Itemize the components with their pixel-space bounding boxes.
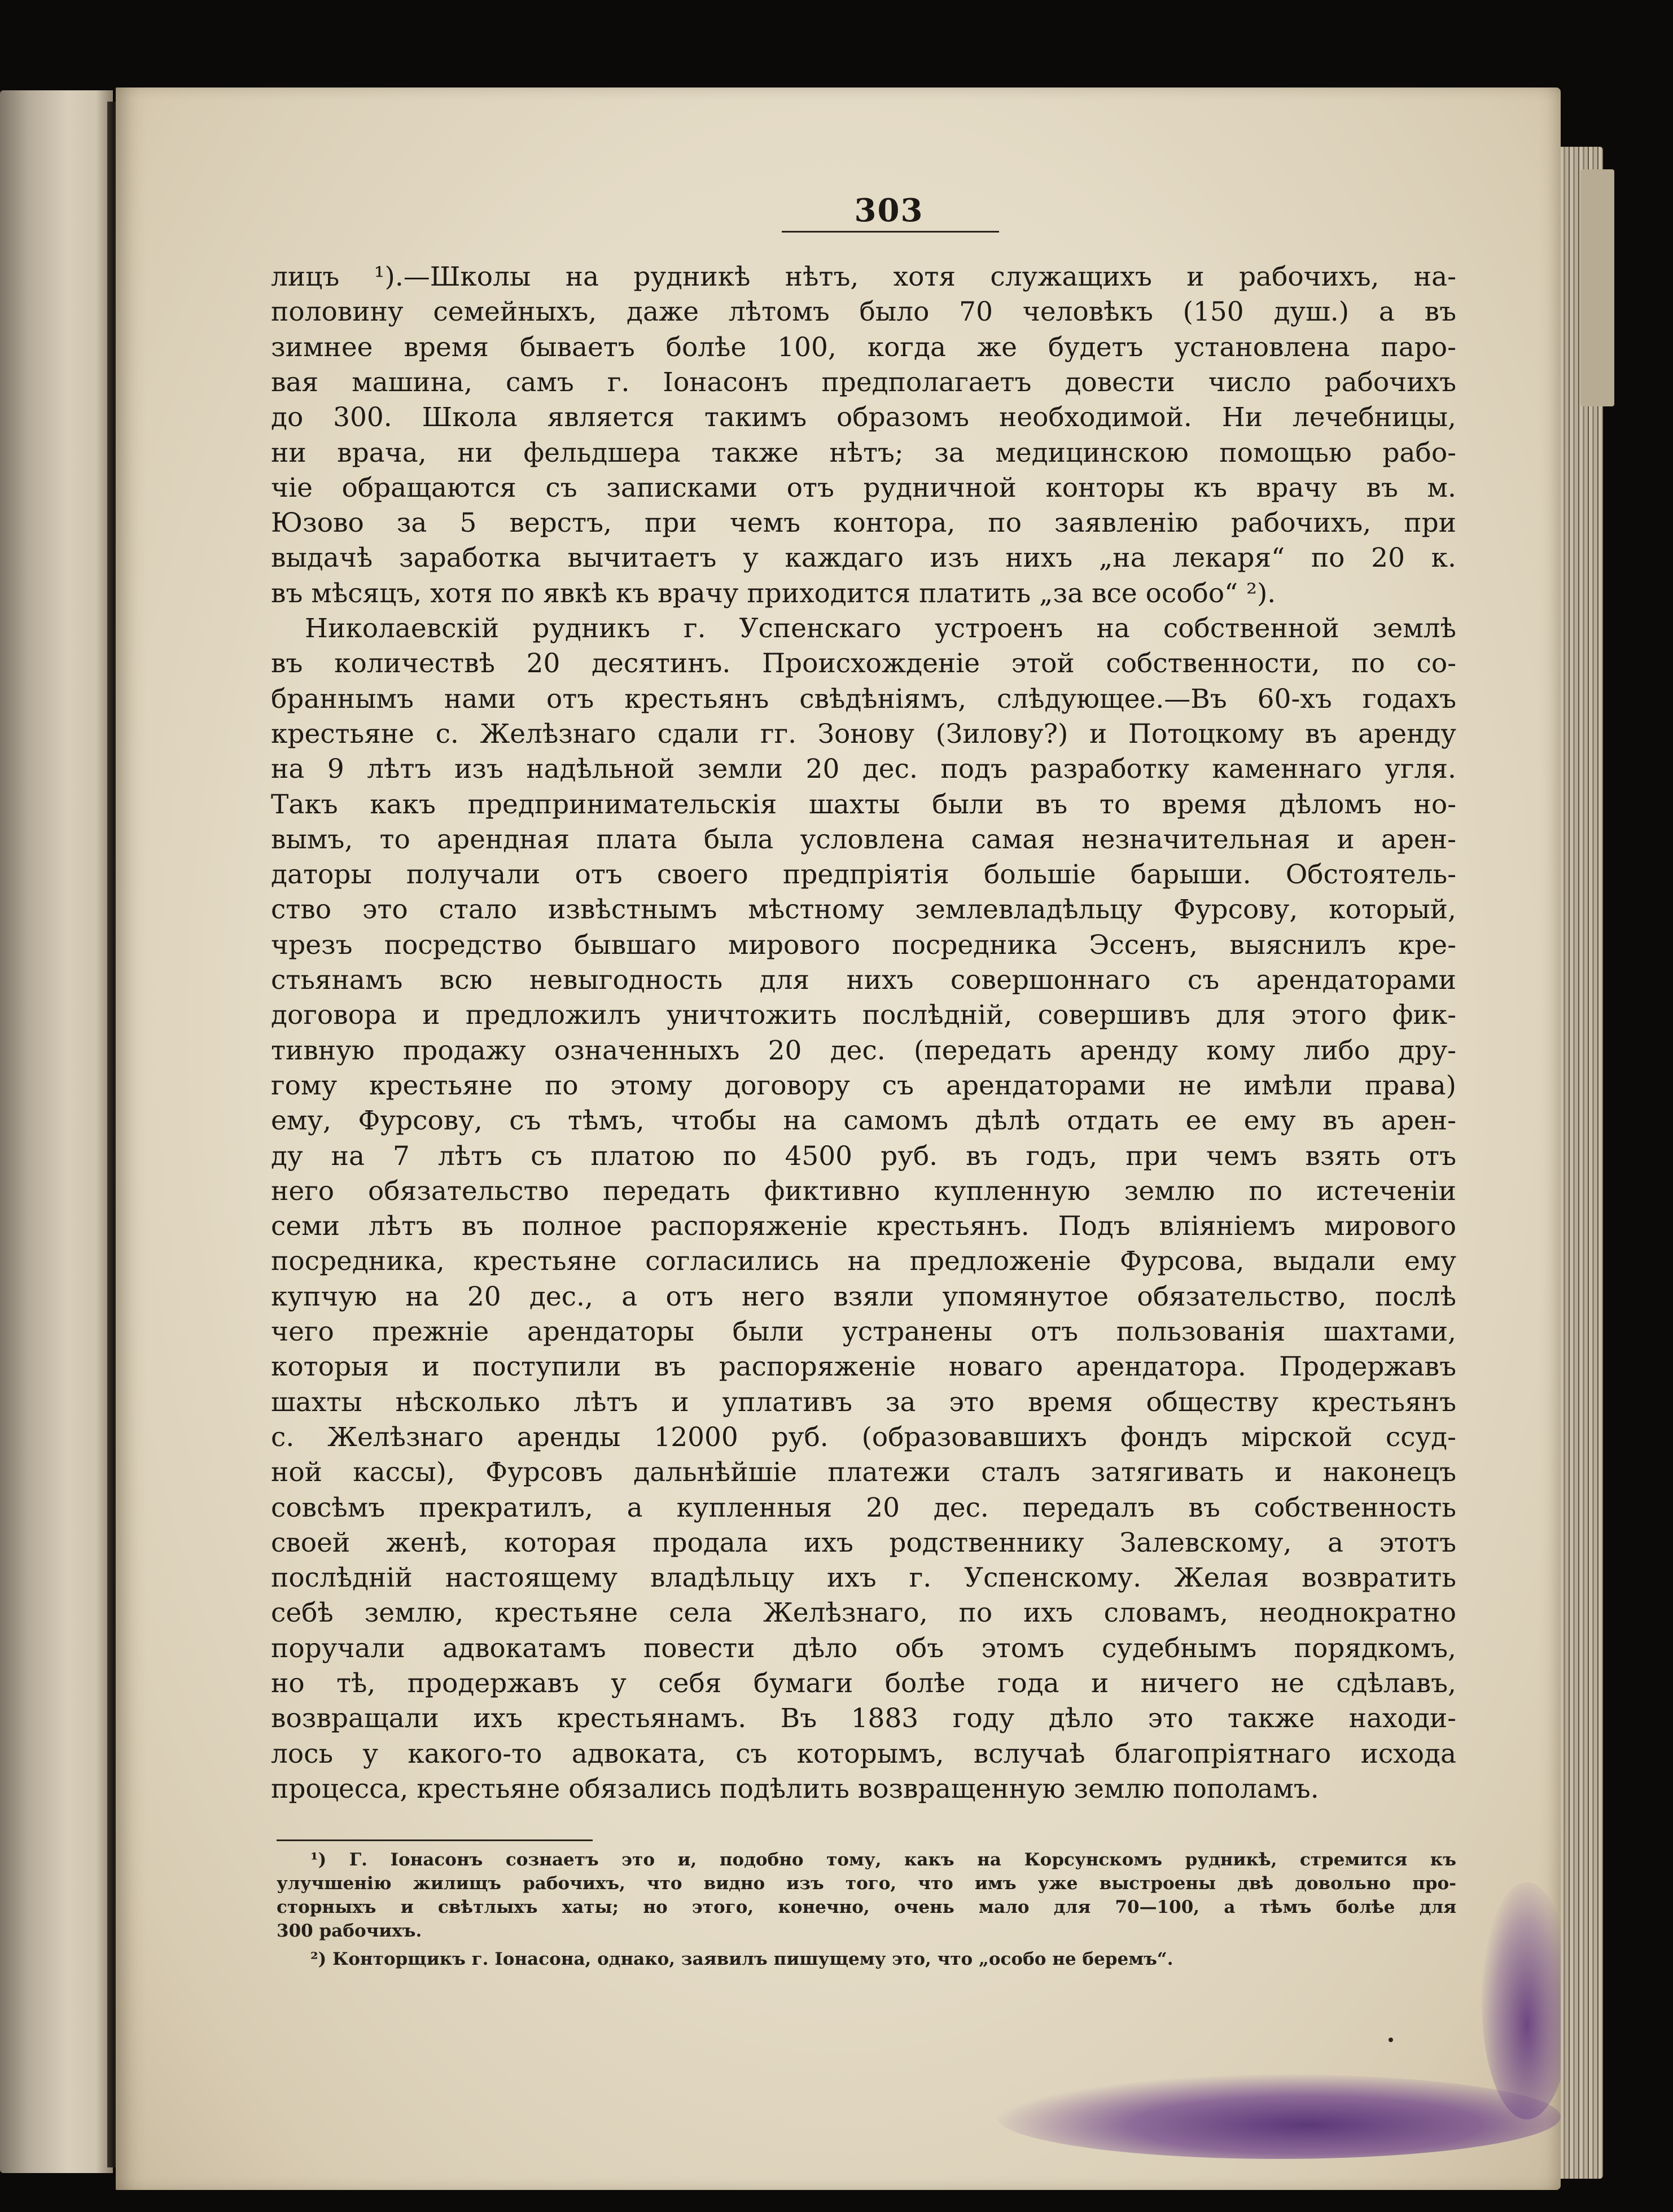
- text-line: лицъ ¹).—Школы на рудникѣ нѣтъ, хотя служащихъ и рабочихъ, на-: [271, 261, 1456, 292]
- text-line: на 9 лѣтъ изъ надѣльной земли 20 дес. подъ разработку каменнаго угля.: [271, 754, 1456, 785]
- text-line: даторы получали отъ своего предпріятія большіе барыши. Обстоятель-: [271, 859, 1456, 891]
- text-line: зимнее время бываетъ болѣе 100, когда же будетъ установлена паро-: [271, 331, 1456, 363]
- text-line: купчую на 20 дес., а отъ него взяли упомянутое обязательство, послѣ: [271, 1281, 1456, 1312]
- footnote-line: ¹) Г. Іонасонъ сознаетъ это и, подобно тому, какъ на Корсунскомъ рудникѣ, стремится къ: [310, 1850, 1456, 1870]
- text-line: стьянамъ всю невыгодность для нихъ совершоннаго съ арендаторами: [271, 965, 1456, 996]
- previous-page-edge: [0, 90, 113, 2173]
- ink-dot: [1389, 2038, 1393, 2042]
- text-line: договора и предложилъ уничтожить послѣдній, совершивъ для этого фик-: [271, 1000, 1456, 1031]
- paper-tab: [1580, 169, 1614, 406]
- text-line: послѣдній настоящему владѣльцу ихъ г. Успенскому. Желая возвратить: [271, 1562, 1456, 1594]
- footnote-line: ²) Конторщикъ г. Іонасона, однако, заявилъ пишущему это, что „особо не беремъ“.: [310, 1949, 1173, 1969]
- text-line: но тѣ, продержавъ у себя бумаги болѣе года и ничего не сдѣлавъ,: [271, 1668, 1456, 1699]
- text-line: возвращали ихъ крестьянамъ. Въ 1883 году дѣло это также находи-: [271, 1703, 1456, 1734]
- text-line: шахты нѣсколько лѣтъ и уплативъ за это время обществу крестьянъ: [271, 1386, 1456, 1418]
- text-line: ной кассы), Фурсовъ дальнѣйшіе платежи сталъ затягивать и наконецъ: [271, 1457, 1456, 1488]
- text-line: своей женѣ, которая продала ихъ родственнику Залевскому, а этотъ: [271, 1527, 1456, 1558]
- text-line: Юзово за 5 верстъ, при чемъ контора, по заявленію рабочихъ, при: [271, 507, 1456, 539]
- footnote-line: 300 рабочихъ.: [277, 1921, 422, 1941]
- text-line: вымъ, то арендная плата была условлена самая незначительная и арен-: [271, 824, 1456, 855]
- footnote-line: сторныхъ и свѣтлыхъ хаты; но этого, конечно, очень мало для 70—100, а тѣмъ болѣе для: [277, 1897, 1456, 1917]
- text-line: ни врача, ни фельдшера также нѣтъ; за медицинскою помощью рабо-: [271, 437, 1456, 468]
- footnote-line: улучшенію жилищъ рабочихъ, что видно изъ того, что имъ уже выстроены двѣ довольно про-: [277, 1873, 1456, 1894]
- text-line: чрезъ посредство бывшаго мирового посредника Эссенъ, выяснилъ кре-: [271, 929, 1456, 961]
- text-line: ему, Фурсову, съ тѣмъ, чтобы на самомъ дѣлѣ отдать ее ему въ арен-: [271, 1105, 1456, 1137]
- footnote-rule: [277, 1839, 593, 1841]
- page-number-rule: [782, 231, 999, 233]
- page-number: 303: [854, 192, 924, 229]
- text-line: Николаевскій рудникъ г. Успенскаго устроенъ на собственной землѣ: [305, 613, 1456, 644]
- book-page: [116, 87, 1561, 2190]
- text-line: вая машина, самъ г. Іонасонъ предполагаетъ довести число рабочихъ: [271, 366, 1456, 398]
- ink-stain: [996, 2074, 1561, 2159]
- text-line: ство это стало извѣстнымъ мѣстному землевладѣльцу Фурсову, который,: [271, 894, 1456, 926]
- text-line: выдачѣ заработка вычитаетъ у каждаго изъ нихъ „на лекаря“ по 20 к.: [271, 542, 1456, 574]
- text-line: поручали адвокатамъ повести дѣло объ этомъ судебнымъ порядкомъ,: [271, 1632, 1456, 1664]
- text-line: въ мѣсяцъ, хотя по явкѣ къ врачу приходится платить „за все особо“ ²).: [271, 577, 1276, 609]
- ink-stain-corner: [1482, 1882, 1561, 2119]
- text-line: посредника, крестьяне согласились на предложеніе Фурсова, выдали ему: [271, 1246, 1456, 1277]
- text-line: чіе обращаются съ записками отъ рудничной конторы къ врачу въ м.: [271, 472, 1456, 503]
- text-line: крестьяне с. Желѣзнаго сдали гг. Зонову (Зилову?) и Потоцкому въ аренду: [271, 718, 1456, 750]
- text-line: с. Желѣзнаго аренды 12000 руб. (образовавшихъ фондъ мірской ссуд-: [271, 1421, 1456, 1453]
- text-line: въ количествѣ 20 десятинъ. Происхожденіе этой собственности, по со-: [271, 648, 1456, 680]
- text-line: процесса, крестьяне обязались подѣлить возвращенную землю пополамъ.: [271, 1773, 1319, 1804]
- text-line: совсѣмъ прекратилъ, а купленныя 20 дес. передалъ въ собственность: [271, 1492, 1456, 1523]
- text-line: себѣ землю, крестьяне села Желѣзнаго, по ихъ словамъ, неоднократно: [271, 1597, 1456, 1629]
- text-line: ду на 7 лѣтъ съ платою по 4500 руб. въ годъ, при чемъ взять отъ: [271, 1140, 1456, 1172]
- text-line: лось у какого-то адвоката, съ которымъ, вслучаѣ благопріятнаго исхода: [271, 1738, 1456, 1769]
- text-line: тивную продажу означенныхъ 20 дес. (передать аренду кому либо дру-: [271, 1035, 1456, 1066]
- text-line: чего прежніе арендаторы были устранены отъ пользованія шахтами,: [271, 1316, 1456, 1347]
- text-line: браннымъ нами отъ крестьянъ свѣдѣніямъ, слѣдующее.—Въ 60-хъ годахъ: [271, 683, 1456, 715]
- text-line: Такъ какъ предпринимательскія шахты были въ то время дѣломъ но-: [271, 789, 1456, 820]
- text-line: него обязательство передать фиктивно купленную землю по истеченіи: [271, 1175, 1456, 1207]
- text-line: до 300. Школа является такимъ образомъ необходимой. Ни лечебницы,: [271, 402, 1456, 433]
- text-line: половину семейныхъ, даже лѣтомъ было 70 человѣкъ (150 душ.) а въ: [271, 296, 1456, 328]
- text-line: гому крестьяне по этому договору съ арендаторами не имѣли права): [271, 1070, 1456, 1101]
- text-line: семи лѣтъ въ полное распоряженіе крестьянъ. Подъ вліяніемъ мирового: [271, 1211, 1456, 1242]
- text-line: которыя и поступили въ распоряженіе новаго арендатора. Продержавъ: [271, 1351, 1456, 1383]
